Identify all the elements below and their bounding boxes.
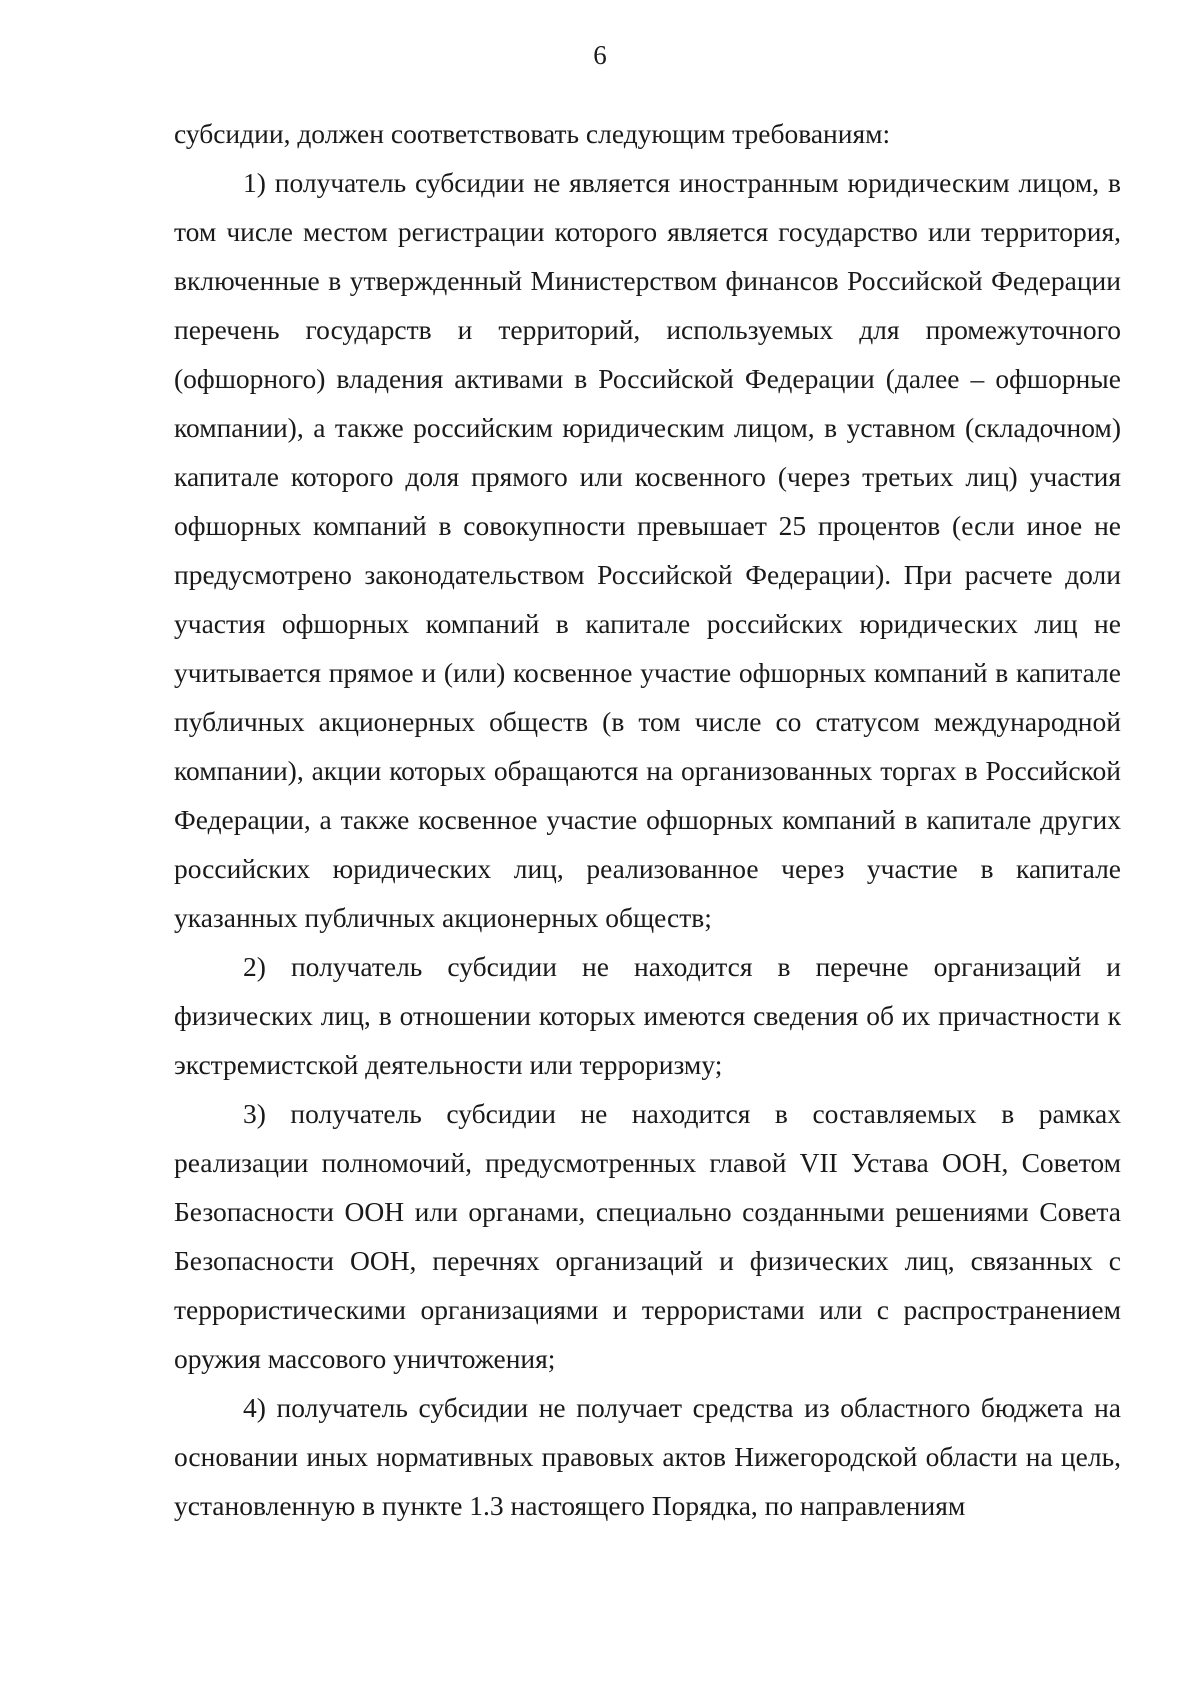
paragraph-item-1: 1) получатель субсидии не является иностранным юридическим лицом, в том числе местом регистрации которого является государство или территория, включенные в утвержденный Министерством финансов Российской Федерации перечень государств и территорий, используемых для промежуточного (офшорного) владения активами в Российской Федерации (далее – офшорные компании), а также российским юридическим лицом, в уставном (складочном) капитале которого доля прямого или косвенного (через третьих лиц) участия офшорных компаний в совокупности превышает 25 процентов (если иное не предусмотрено законодательством Российской Федерации). При расчете доли участия офшорных компаний в капитале российских юридических лиц не учитывается прямое и (или) косвенное участие офшорных компаний в капитале публичных акционерных обществ (в том числе со статусом международной компании), акции которых обращаются на организованных торгах в Российской Федерации, а также косвенное участие офшорных компаний в капитале других российских юридических лиц, реализованное через участие в капитале указанных публичных акционерных обществ; bbox=[174, 167, 1121, 933]
paragraph-item-4: 4) получатель субсидии не получает средства из областного бюджета на основании иных нормативных правовых актов Нижегородской области на цель, установленную в пункте 1.3 настоящего Порядка, по направлениям bbox=[174, 1392, 1121, 1521]
paragraph-item-3: 3) получатель субсидии не находится в составляемых в рамках реализации полномочий, предусмотренных главой VII Устава ООН, Советом Безопасности ООН или органами, специально созданными решениями Совета Безопасности ООН, перечнях организаций и физических лиц, связанных с террористическими организациями и террористами или с распространением оружия массового уничтожения; bbox=[174, 1098, 1121, 1374]
paragraph-item-2: 2) получатель субсидии не находится в перечне организаций и физических лиц, в отношении которых имеются сведения об их причастности к экстремистской деятельности или терроризму; bbox=[174, 951, 1121, 1080]
page-number: 6 bbox=[593, 40, 607, 70]
document-body bbox=[174, 109, 1121, 1530]
paragraph-continuation: субсидии, должен соответствовать следующим требованиям: bbox=[174, 118, 891, 149]
